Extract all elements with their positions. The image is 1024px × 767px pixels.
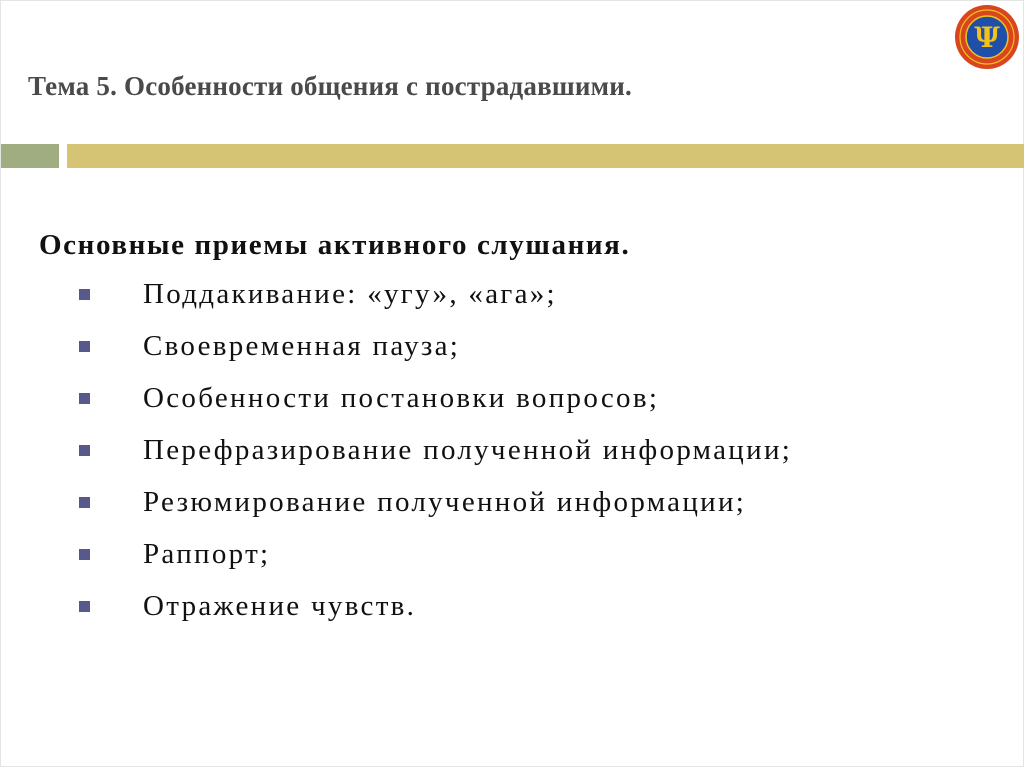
list-item-text: Отражение чувств. <box>143 590 417 622</box>
bullet-square-icon <box>79 445 90 456</box>
bullet-square-icon <box>79 393 90 404</box>
accent-bar-green <box>1 144 59 168</box>
slide-title: Тема 5. Особенности общения с пострадавшими. <box>28 71 632 101</box>
psi-emblem-icon <box>954 4 1020 70</box>
bullet-square-icon <box>79 289 90 300</box>
bullet-square-icon <box>79 549 90 560</box>
bullet-square-icon <box>79 601 90 612</box>
bullet-square-icon <box>79 497 90 508</box>
logo-symbol: Ψ <box>974 21 1000 54</box>
bullet-square-icon <box>79 341 90 352</box>
list-item-text: Резюмирование полученной информации; <box>143 486 747 518</box>
list-item-text: Раппорт; <box>143 538 271 570</box>
list-item-text: Особенности постановки вопросов; <box>143 382 660 414</box>
list-item-text: Перефразирование полученной информации; <box>143 434 793 466</box>
list-item-text: Своевременная пауза; <box>143 330 461 362</box>
accent-bar-gold <box>67 144 1024 168</box>
list-item-text: Поддакивание: «угу», «ага»; <box>143 278 557 310</box>
section-heading: Основные приемы активного слушания. <box>39 229 631 261</box>
